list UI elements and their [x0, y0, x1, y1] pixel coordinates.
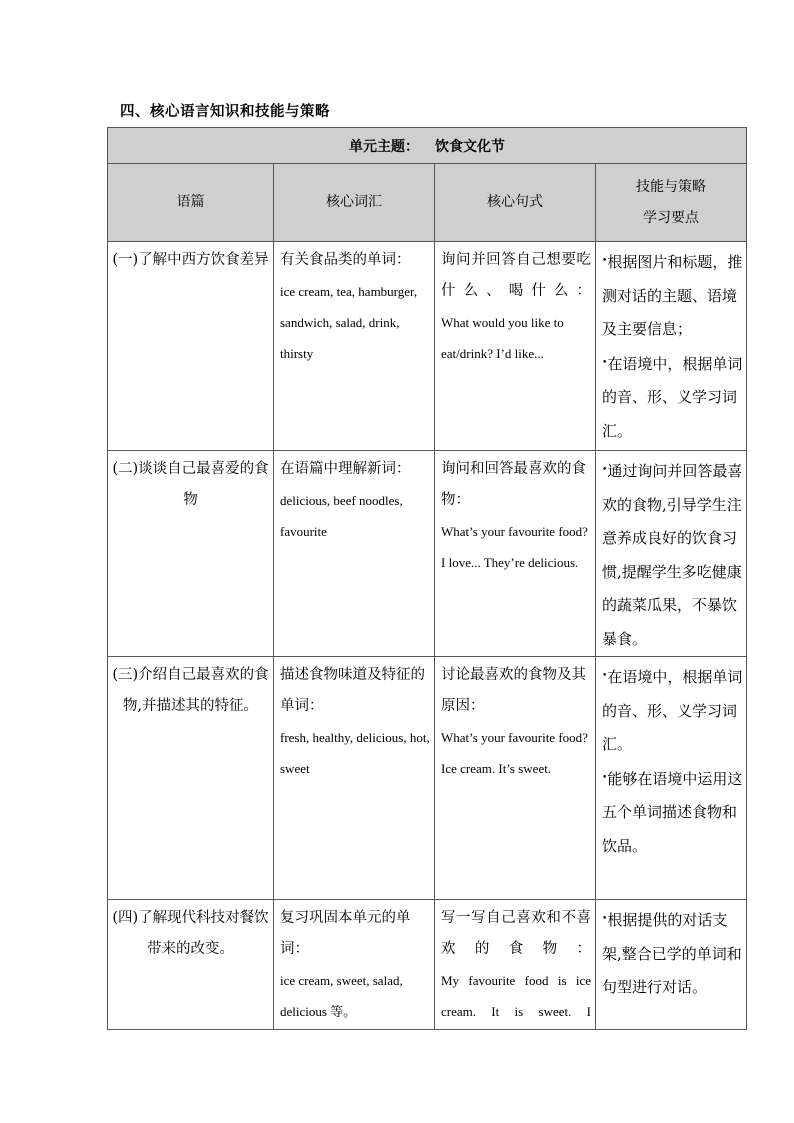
bullet-dot-icon: •	[602, 357, 608, 368]
table-row	[108, 900, 747, 1030]
vocab-cell: 描述食物味道及特征的单词： fresh, healthy, delicious, hot, sweet	[274, 657, 435, 900]
unit-theme-cell	[108, 128, 747, 164]
table-row	[108, 451, 747, 657]
table-row	[108, 657, 747, 900]
strategy-item: •根据提供的对话支架,整合已学的单词和句型进行对话。	[602, 911, 742, 996]
header-strategy-col: 技能与策略 学习要点	[596, 164, 747, 242]
theme-value: 饮食文化节	[435, 138, 505, 155]
pattern-cell: 询问和回答最喜欢的食物： What’s your favourite food? I love... They’re delicious.	[435, 451, 596, 657]
vocab-cell: 在语篇中理解新词： delicious, beef noodles, favourite	[274, 451, 435, 657]
strategy-item: •能够在语境中运用这五个单词描述食物和饮品。	[602, 769, 743, 855]
strategy-cell	[596, 657, 747, 900]
theme-label: 单元主题：	[349, 138, 419, 155]
bullet-dot-icon: •	[602, 671, 608, 681]
text-title-cell: (三)介绍自己最喜欢的食物,并描述其的特征。	[108, 657, 274, 900]
section-heading: 四、核心语言知识和技能与策略	[120, 103, 330, 120]
header-text-col: 语篇	[108, 164, 274, 242]
header-row	[108, 164, 747, 242]
bullet-dot-icon: •	[602, 914, 608, 924]
strategy-cell	[596, 451, 747, 657]
strategy-item: •在语境中，根据单词的音、形、义学习词汇。	[602, 354, 743, 440]
header-vocab-col: 核心词汇	[274, 164, 435, 242]
vocab-cell: 复习巩固本单元的单词： ice cream, sweet, salad, delicious 等。	[274, 900, 435, 1030]
strategy-cell	[596, 900, 747, 1030]
pattern-cell: 询问并回答自己想要吃什么、喝什么： What would you like to eat/drink? I’d like...	[435, 242, 596, 451]
strategy-item: •根据图片和标题，推测对话的主题、语境及主要信息；	[602, 253, 743, 338]
theme-row	[108, 128, 747, 164]
text-title-cell: (一)了解中西方饮食差异	[108, 242, 274, 451]
strategy-item: •通过询问并回答最喜欢的食物,引导学生注意养成良好的饮食习惯,提醒学生多吃健康的蔬菜瓜果，不暴饮暴食。	[602, 462, 743, 648]
table-row	[108, 242, 747, 451]
bullet-dot-icon: •	[602, 256, 608, 266]
text-title-cell: (四)了解现代科技对餐饮带来的改变。	[108, 900, 274, 1030]
pattern-cell: 写一写自己喜欢和不喜欢的食物： My favourite food is ice cream. It is sweet. I	[435, 900, 596, 1030]
vocab-cell: 有关食品类的单词： ice cream, tea, hamburger, sandwich, salad, drink, thirsty	[274, 242, 435, 451]
bullet-dot-icon: •	[602, 465, 608, 475]
bullet-dot-icon: •	[602, 772, 608, 783]
text-title-cell: (二)谈谈自己最喜爱的食物	[108, 451, 274, 657]
core-knowledge-table	[107, 127, 747, 1030]
header-pattern-col: 核心句式	[435, 164, 596, 242]
pattern-cell: 讨论最喜欢的食物及其原因： What’s your favourite food? Ice cream. It’s sweet.	[435, 657, 596, 900]
strategy-cell	[596, 242, 747, 451]
strategy-item: •在语境中，根据单词的音、形、义学习词汇。	[602, 668, 743, 753]
